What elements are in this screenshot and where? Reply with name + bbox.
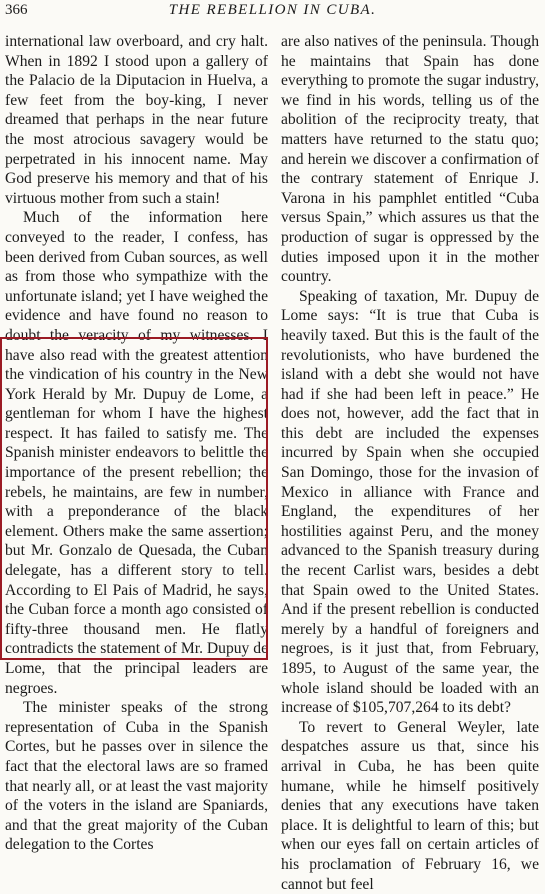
right-paragraph-3: To revert to General Weyler, late despatches assure us that, since his arrival in Cuba, he has been quite humane, while he himself positively denies that any executions have taken place. It is delightful to learn of this; but when our eyes fall on certain articles of his proclamation of February 16, we cannot but feel — [281, 718, 539, 893]
right-paragraph-2: Speaking of taxation, Mr. Dupuy de Lome says: “It is true that Cuba is heavily taxed. But this is the fault of the revolutionists, who have burdened the island with a debt she would not have had if she had been left in peace.” He does not, however, add the fact that in this debt are included the expenses incurred by Spain when she occupied San Domingo, those for the invasion of Mexico in alliance with France and England, the expenditures of her hostilities against Peru, and the money advanced to the Spanish treasury during the recent Carlist wars, besides a debt that Spain owed to the United States. And if the present rebellion is conducted merely by a handful of foreigners and negroes, is it just that, from February, 1895, to August of the same year, the whole island should be loaded with an increase of $105,707,264 to its debt? — [281, 287, 539, 717]
left-column — [5, 32, 268, 855]
left-paragraph-2: Much of the information here conveyed to the reader, I confess, has been derived from Cuban sources, as well as from those who sympathize with the unfortunate island; yet I have weighed the evidence and have found no reason to doubt the veracity of my witnesses. I have also read with the greatest attention the vindication of his country in the New York Herald by Mr. Dupuy de Lome, a gentleman for whom I have the highest respect. It has failed to satisfy me. The Spanish minister endeavors to belittle the importance of the present rebellion; the rebels, he maintains, are few in number, with a preponderance of the black element. Others make the same assertion; but Mr. Gonzalo de Quesada, the Cuban delegate, has a different story to tell. According to El Pais of Madrid, he says, the Cuban force a month ago consisted of fifty-three thousand men. He flatly contradicts the statement of Mr. Dupuy de Lome, that the principal leaders are negroes. — [5, 209, 268, 697]
right-paragraph-1: are also natives of the peninsula. Though he maintains that Spain has done everything to promote the sugar industry, we find in his words, telling us of the abolition of the reciprocity treaty, that matters have returned to the statu quo; and herein we discover a confirmation of the contrary statement of Enrique J. Varona in his pamphlet entitled “Cuba versus Spain,” which assures us that the production of sugar is oppressed by the duties imposed upon it in the mother country. — [281, 33, 539, 286]
left-paragraph-3: The minister speaks of the strong representation of Cuba in the Spanish Cortes, but he passes over in silence the fact that the electoral laws are so framed that nearly all, or at least the vast majority of the voters in the island are Spaniards, and that the great majority of the Cuban delegation to the Cortes — [5, 699, 268, 854]
page-number: 366 — [5, 2, 28, 18]
left-paragraph-1: international law overboard, and cry halt. When in 1892 I stood upon a gallery of the Palacio de la Diputacion in Huelva, a few feet from the boy-king, I never dreamed that perhaps in the near future the most atrocious savagery would be perpetrated in his innocent name. May God preserve his memory and that of his virtuous mother from such a stain! — [5, 33, 268, 207]
page-header — [5, 2, 540, 22]
running-title: THE REBELLION IN CUBA. — [168, 2, 377, 18]
right-column — [281, 32, 539, 894]
